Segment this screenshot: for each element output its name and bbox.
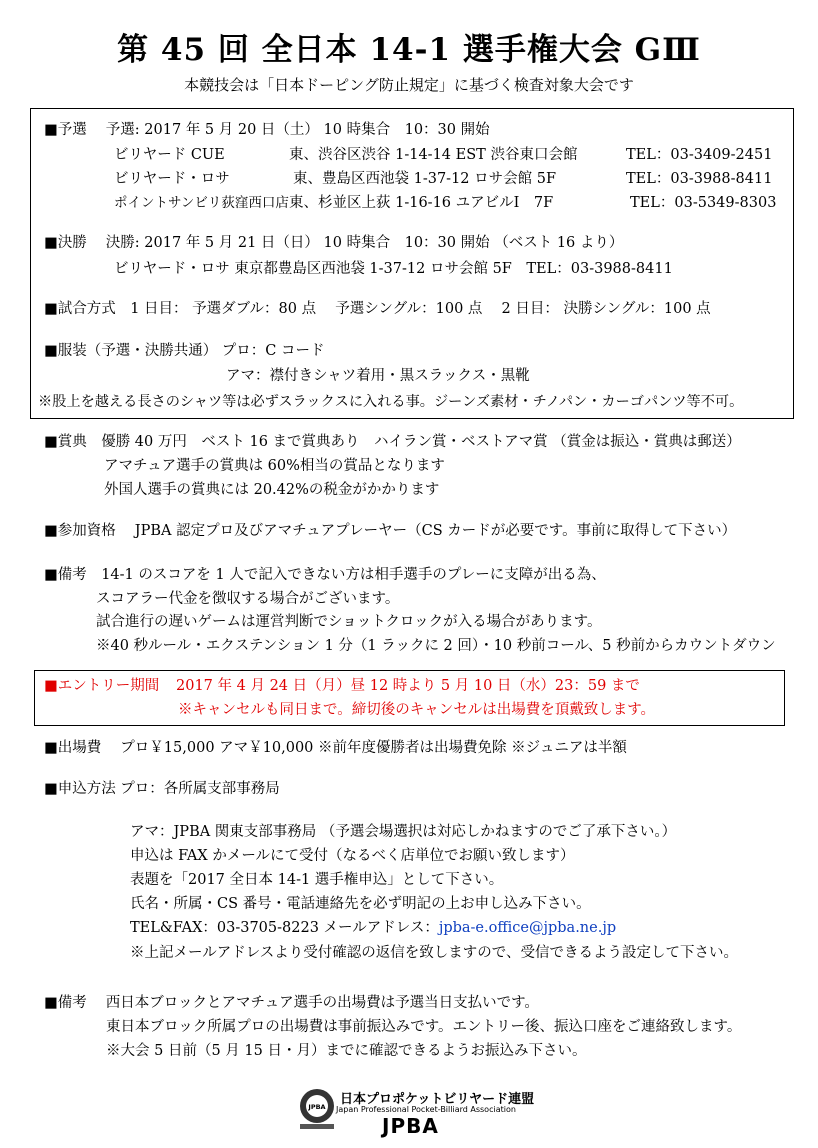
remarks2-line-1: ■備考 西日本ブロックとアマチュア選手の出場費は予選当日支払いです。 bbox=[44, 995, 539, 1011]
venue-3-name: ポイントサンビリ荻窪西口店 bbox=[114, 195, 289, 211]
application-contact bbox=[130, 919, 616, 937]
venue-1-name: ビリヤード CUE bbox=[114, 147, 225, 163]
dress-note: ※股上を越える長さのシャツ等は必ずスラックスに入れる事。ジーンズ素材・チノパン・カーゴパンツ等不可。 bbox=[38, 394, 744, 410]
tel-fax: TEL&FAX：03-3705-8223 メールアドレス： bbox=[130, 920, 439, 936]
venue-3-address: 東、杉並区上荻 1-16-16 ユアビルⅠ 7F bbox=[289, 195, 554, 211]
fee-line: ■出場費 プロ￥15,000 アマ￥10,000 ※前年度優勝者は出場費免除 ※ジュニアは半額 bbox=[44, 740, 627, 756]
application-line-3: 申込は FAX かメールにて受付（なるべく店単位でお願い致します） bbox=[130, 848, 575, 864]
venue-1-address: 東、渋谷区渋谷 1-14-14 EST 渋谷東口会館 bbox=[289, 147, 578, 163]
format-line: ■試合方式 1 日目： 予選ダブル：80 点 予選シングル：100 点 2 日目： 決勝シングル：100 点 bbox=[44, 301, 711, 317]
page-subtitle: 本競技会は「日本ドーピング防止規定」に基づく検査対象大会です bbox=[184, 76, 634, 94]
dress-line-pro: ■服装（予選・決勝共通） プロ：C コード bbox=[44, 343, 325, 359]
remarks2-line-2: 東日本ブロック所属プロの出場費は事前振込みです。エントリー後、振込口座をご連絡致します。 bbox=[106, 1019, 742, 1035]
remarks1-line-4: ※40 秒ルール・エクステンション 1 分（1 ラックに 2 回）・10 秒前コール、5 秒前からカウントダウン bbox=[96, 638, 776, 654]
prize-line-1: ■賞典 優勝 40 万円 ベスト 16 まで賞典あり ハイラン賞・ベストアマ賞 （賞金は振込・賞典は郵送） bbox=[44, 434, 741, 450]
application-line-1: ■申込方法 プロ：各所属支部事務局 bbox=[44, 781, 280, 797]
venue-2-tel: TEL：03-3988-8411 bbox=[626, 171, 773, 187]
venue-2-name: ビリヤード・ロサ bbox=[114, 171, 230, 187]
final-venue: ビリヤード・ロサ 東京都豊島区西池袋 1-37-12 ロサ会館 5F TEL：03-3988-8411 bbox=[114, 261, 673, 277]
application-line-4: 表題を「2017 全日本 14-1 選手権申込」として下さい。 bbox=[130, 872, 504, 888]
entry-label: ■エントリー期間 bbox=[44, 678, 160, 694]
venue-2-address: 東、豊島区西池袋 1-37-12 ロサ会館 5F bbox=[293, 171, 557, 187]
entry-cancel-note: ※キャンセルも同日まで。締切後のキャンセルは出場費を頂戴致します。 bbox=[178, 702, 656, 718]
prize-line-3: 外国人選手の賞典には 20.42%の税金がかかります bbox=[104, 482, 440, 498]
logo-abbr: JPBA bbox=[382, 1114, 439, 1138]
eligibility-line: ■参加資格 JPBA 認定プロ及びアマチュアプレーヤー（CS カードが必要です。事前に取得して下さい） bbox=[44, 523, 737, 539]
page-title: 第 45 回 全日本 14-1 選手権大会 GⅢ bbox=[117, 32, 701, 68]
remarks1-line-1: ■備考 14-1 のスコアを 1 人で記入できない方は相手選手のプレーに支障が出る為、 bbox=[44, 567, 606, 583]
remarks2-line-3: ※大会 5 日前（5 月 15 日・月）までに確認できるようお振込み下さい。 bbox=[106, 1043, 587, 1059]
email-link[interactable]: jpba-e.office@jpba.ne.jp bbox=[438, 920, 617, 936]
application-line-7: ※上記メールアドレスより受付確認の返信を致しますので、受信できるよう設定して下さい。 bbox=[130, 945, 738, 961]
application-line-2: アマ：JPBA 関東支部事務局 （予選会場選択は対応しかねますのでご了承下さい。） bbox=[130, 824, 677, 840]
remarks1-line-3: 試合進行の遅いゲームは運営判断でショットクロックが入る場合があります。 bbox=[96, 614, 602, 630]
logo-name-ja: 日本プロポケットビリヤード連盟 bbox=[340, 1092, 535, 1107]
application-line-5: 氏名・所属・CS 番号・電話連絡先を必ず明記の上お申し込み下さい。 bbox=[130, 896, 591, 912]
logo-name-en: Japan Professional Pocket-Billiard Association bbox=[336, 1105, 516, 1114]
final-line: ■決勝 決勝: 2017 年 5 月 21 日（日） 10 時集合 10：30 開始 （ベスト 16 より） bbox=[44, 235, 624, 251]
logo-badge-text: JPBA bbox=[308, 1103, 326, 1111]
qualifier-line: ■予選 予選: 2017 年 5 月 20 日（土） 10 時集合 10：30 開始 bbox=[44, 122, 490, 138]
venue-1-tel: TEL：03-3409-2451 bbox=[626, 147, 773, 163]
venue-3-tel: TEL：03-5349-8303 bbox=[630, 195, 777, 211]
remarks1-line-2: スコアラー代金を徴収する場合がございます。 bbox=[96, 591, 400, 607]
entry-period: 2017 年 4 月 24 日（月）昼 12 時より 5 月 10 日（水）23：59 まで bbox=[176, 678, 640, 694]
prize-line-2: アマチュア選手の賞典は 60%相当の賞品となります bbox=[104, 458, 445, 474]
dress-line-amateur: アマ：襟付きシャツ着用・黒スラックス・黒靴 bbox=[226, 368, 530, 384]
